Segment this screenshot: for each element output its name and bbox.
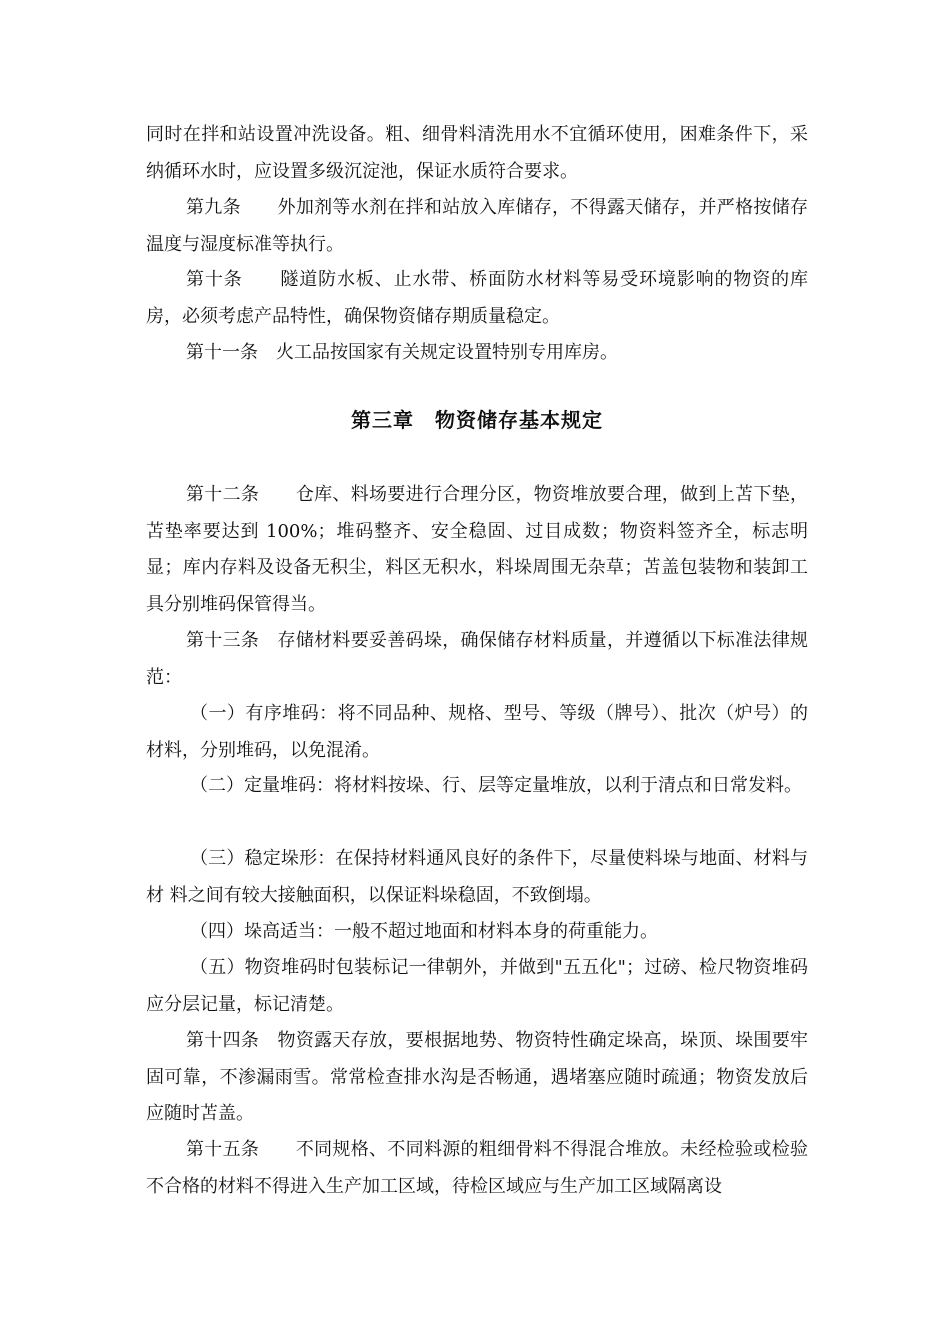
list-item-1: （一）有序堆码：将不同品种、规格、型号、等级（牌号）、批次（炉号）的材料，分别堆码，以免混淆。 xyxy=(146,703,808,761)
list-item-2: （二）定量堆码：将材料按垛、行、层等定量堆放，以利于清点和日常发料。 xyxy=(190,775,802,796)
paragraph-article-12: 第十二条 仓库、料场要进行合理分区，物资堆放要合理，做到上苫下垫，苫垫率要达到 100%；堆码整齐、安全稳固、过目成数；物资料签齐全，标志明显；库内存料及设备无积尘，料区无积水，料垛周围无杂草；苫盖包装物和装卸工具分别堆码保管得当。 xyxy=(146,484,808,615)
paragraph-article-14: 第十四条 物资露天存放，要根据地势、物资特性确定垛高，垛顶、垛围要牢固可靠，不渗漏雨雪。常常检查排水沟是否畅通，遇堵塞应随时疏通；物资发放后应随时苫盖。 xyxy=(146,1030,808,1125)
paragraph-article-9: 第九条 外加剂等水剂在拌和站放入库储存，不得露天储存，并严格按储存温度与湿度标准等执行。 xyxy=(146,197,808,255)
paragraph-article-11: 第十一条 火工品按国家有关规定设置特别专用库房。 xyxy=(186,342,618,363)
paragraph-article-13: 第十三条 存储材料要妥善码垛，确保储存材料质量，并遵循以下标准法律规范： xyxy=(146,630,808,688)
list-item-5: （五）物资堆码时包装标记一律朝外，并做到"五五化"；过磅、检尺物资堆码应分层记量，标记清楚。 xyxy=(146,957,808,1015)
list-item-3: （三）稳定垛形：在保持材料通风良好的条件下，尽量使料垛与地面、材料与材 料之间有较大接触面积，以保证料垛稳固，不致倒塌。 xyxy=(146,848,808,906)
paragraph-article-10: 第十条 隧道防水板、止水带、桥面防水材料等易受环境影响的物资的库房，必须考虑产品特性，确保物资储存期质量稳定。 xyxy=(146,269,808,327)
chapter-title: 第三章 物资储存基本规定 xyxy=(351,408,603,432)
paragraph-continuation: 同时在拌和站设置冲洗设备。粗、细骨料清洗用水不宜循环使用，困难条件下，采纳循环水时，应设置多级沉淀池，保证水质符合要求。 xyxy=(146,124,808,182)
paragraph-article-15: 第十五条 不同规格、不同料源的粗细骨料不得混合堆放。未经检验或检验不合格的材料不得进入生产加工区域，待检区域应与生产加工区域隔离设 xyxy=(146,1139,808,1197)
list-item-4: （四）垛高适当：一般不超过地面和材料本身的荷重能力。 xyxy=(190,921,658,942)
